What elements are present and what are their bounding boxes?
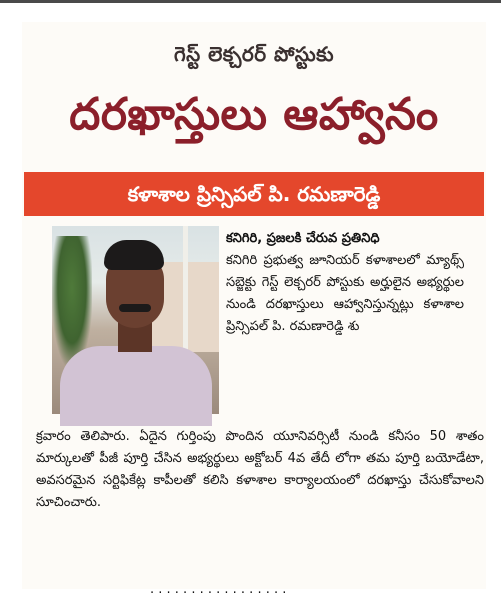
article-body-full: క్రవారం తెలిపారు. ఏదైన గుర్తింపు పొందిన యూనివర్సిటీ నుండి కనీసం 50 శాతం మార్కులతో పీజీ పూర్తి చేసిన అభ్యర్థులు అక్టోబర్ 4వ తేదీ లోగా తమ పూర్తి బయోడేటా, అవసరమైన సర్టిఫికేట్ల కాపీలతో కలిసి కళాశాల కార్యాలయంలో దరఖాస్తు చేసుకోవాలని సూచించారు. — [36, 429, 484, 510]
news-clipping — [22, 22, 486, 601]
article-headline: దరఖాస్తులు ఆహ్వానం — [69, 89, 439, 140]
article-dateline: కనిగిరి, ప్రజలకి చేరువ ప్రతినిధి — [226, 231, 380, 246]
cutoff-line: · · · · · · · · · · · · · · · · · — [150, 586, 287, 601]
article-side-text: కనిగిరి ప్రభుత్వ జూనియర్ కళాశాలలో మ్యాథ్స్ సబ్జెక్టు గెస్ట్ లెక్చరర్ పోస్టుకు అర్హులైన అభ్యర్థుల నుండి దరఖాస్తులు ఆహ్వానిస్తున్నట్లు కళాశాల ప్రిన్సిపల్ పి. రమణారెడ్డి శు — [226, 253, 464, 334]
article-kicker: గెస్ట్ లెక్చరర్ పోస్టుకు — [173, 42, 335, 66]
top-divider — [0, 0, 501, 3]
subhead-band: కళాశాల ప్రిన్సిపల్ పి. రమణారెడ్డి — [24, 172, 484, 216]
principal-photo — [52, 226, 219, 414]
article-body-side — [226, 228, 464, 338]
